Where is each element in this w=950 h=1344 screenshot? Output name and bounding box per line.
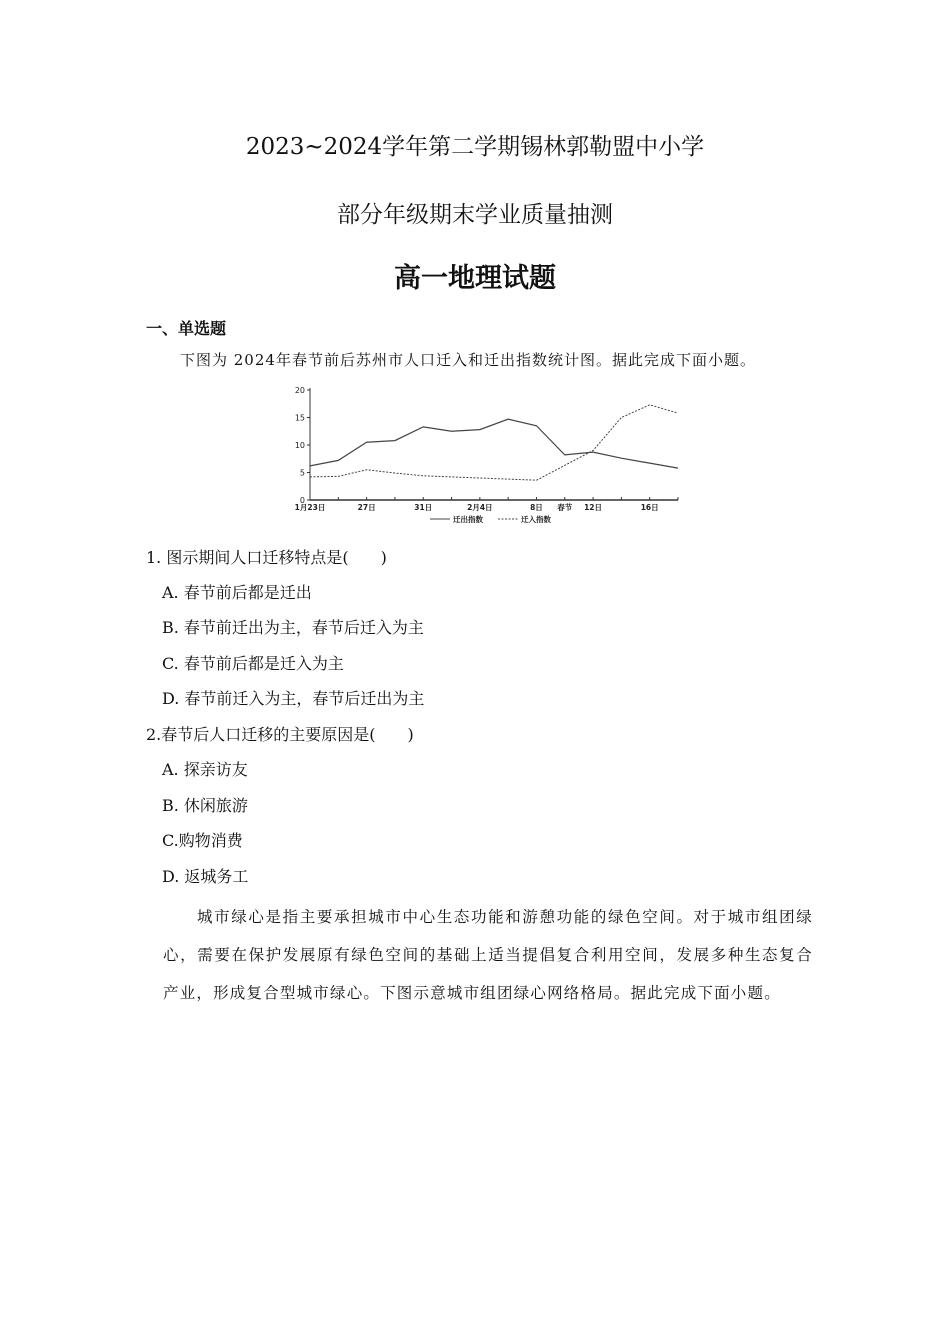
legend-out-label: 迁出指数 <box>453 515 483 524</box>
exam-title-line1: 2023~2024学年第二学期锡林郭勒盟中小学 <box>245 134 705 160</box>
y-tick-label: 15 <box>294 413 305 423</box>
y-tick-label: 5 <box>299 468 305 478</box>
section-heading: 一、单选题 <box>146 319 227 338</box>
x-tick-label: 12日 <box>584 503 603 512</box>
q1-option-a[interactable]: A. 春节前后都是迁出 <box>162 583 312 602</box>
chart-intro: 下图为 2024年春节前后苏州市人口迁入和迁出指数统计图。据此完成下面小题。 <box>180 351 756 369</box>
x-tick-label: 春节 <box>557 503 573 512</box>
q2-option-b[interactable]: B. 休闲旅游 <box>162 796 248 815</box>
q2-option-a[interactable]: A. 探亲访友 <box>162 760 248 779</box>
x-tick-label: 1月23日 <box>294 503 326 512</box>
y-tick-label: 20 <box>294 386 305 395</box>
q2-option-d[interactable]: D. 返城务工 <box>162 867 249 886</box>
exam-title-line2: 部分年级期末学业质量抽测 <box>337 202 613 228</box>
legend-in-label: 迁入指数 <box>521 515 551 524</box>
x-tick-label: 27日 <box>357 503 376 512</box>
subject-title: 高一地理试题 <box>394 263 556 294</box>
x-tick-label: 2月4日 <box>467 503 493 512</box>
series-lines <box>310 405 678 480</box>
q1-option-c[interactable]: C. 春节前后都是迁入为主 <box>162 654 344 673</box>
series-line-out <box>310 419 678 468</box>
question-2-stem: 2.春节后人口迁移的主要原因是( ) <box>146 725 414 744</box>
chart-axes <box>310 388 678 500</box>
reading-passage: 城市绿心是指主要承担城市中心生态功能和游憩功能的绿色空间。对于城市组团绿心，需要在保护发展原有绿色空间的基础上适当提倡复合利用空间，发展多种生态复合产业，形成复合型城市绿心。下图示意城市组团绿心网络格局。据此完成下面小题。 <box>163 908 813 1002</box>
x-tick-label: 8日 <box>530 503 543 512</box>
q1-option-b[interactable]: B. 春节前迁出为主，春节后迁入为主 <box>162 618 424 637</box>
y-tick-label: 10 <box>294 441 305 450</box>
chart-legend <box>430 514 551 524</box>
x-tick-label: 31日 <box>414 503 433 512</box>
question-1-stem: 1. 图示期间人口迁移特点是( ) <box>146 548 387 567</box>
y-tick-label: 0 <box>299 496 305 505</box>
q1-option-d[interactable]: D. 春节前迁入为主，春节后迁出为主 <box>162 689 425 708</box>
x-tick-label: 16日 <box>640 503 659 512</box>
q2-option-c[interactable]: C.购物消费 <box>162 831 243 850</box>
y-ticks <box>295 386 310 505</box>
migration-chart <box>290 380 690 530</box>
